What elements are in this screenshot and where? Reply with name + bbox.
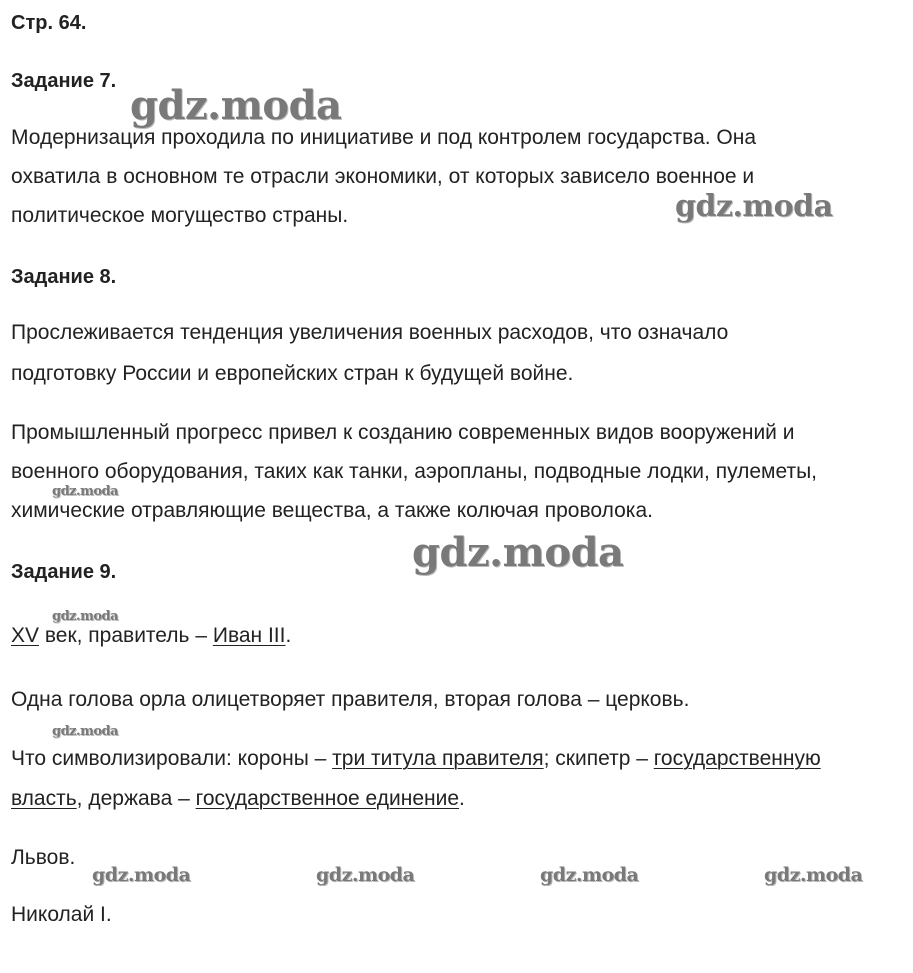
watermark-logo: gdz.moda xyxy=(412,529,624,576)
scepter-answer-part-1: государственную xyxy=(653,747,821,770)
orb-answer: государственное единение xyxy=(195,787,460,810)
watermark-logo: gdz.moda xyxy=(316,864,415,886)
symbols-line-2 xyxy=(11,787,465,811)
eagle-heads-text: Одна голова орла олицетворяет правителя, вторая голова – церковь. xyxy=(11,688,690,711)
watermark-logo: gdz.moda xyxy=(540,864,639,886)
task-8-para-2-line-2: военного оборудования, таких как танки, аэропланы, подводные лодки, пулеметы, xyxy=(11,460,818,483)
task-7-line-2: охватила в основном те отрасли экономики, от которых зависело военное и xyxy=(11,165,755,188)
watermark-logo: gdz.moda xyxy=(130,82,342,129)
nicholas-answer: Николай I. xyxy=(11,903,112,926)
orb-prefix: , держава – xyxy=(76,787,196,810)
scepter-answer-part-2: власть xyxy=(11,787,77,810)
ruler-label: век, правитель – xyxy=(39,624,213,647)
symbols-line-1 xyxy=(11,747,821,771)
task-7-heading: Задание 7. xyxy=(11,70,117,92)
task-7-line-1: Модернизация проходила по инициативе и под контролем государства. Она xyxy=(11,126,757,149)
watermark-logo: gdz.moda xyxy=(52,609,119,624)
ruler-end: . xyxy=(285,624,292,647)
crowns-answer: три титула правителя xyxy=(332,747,544,770)
task-8-para-2-line-3: химические отравляющие вещества, а также колючая проволока. xyxy=(11,499,653,522)
ruler-answer: Иван III xyxy=(212,624,286,647)
watermark-logo: gdz.moda xyxy=(52,484,119,499)
task-9-heading: Задание 9. xyxy=(11,561,117,583)
symbols-prefix: Что символизировали: короны – xyxy=(11,747,333,770)
lion-answer: Львов. xyxy=(11,846,76,869)
task-8-para-2-line-1: Промышленный прогресс привел к созданию современных видов вооружений и xyxy=(11,421,795,444)
task-8-para-1-line-1: Прослеживается тенденция увеличения военных расходов, что означало xyxy=(11,321,729,344)
task-9-ruler-line xyxy=(11,624,291,648)
task-8-heading: Задание 8. xyxy=(11,266,117,288)
task-8-para-1-line-2: подготовку России и европейских стран к будущей войне. xyxy=(11,362,574,385)
watermark-logo: gdz.moda xyxy=(675,189,833,224)
watermark-logo: gdz.moda xyxy=(52,724,119,739)
century-answer: XV xyxy=(11,624,40,647)
watermark-logo: gdz.moda xyxy=(92,864,191,886)
symbols-mid: ; скипетр – xyxy=(543,747,654,770)
watermark-logo: gdz.moda xyxy=(764,864,863,886)
orb-end: . xyxy=(459,787,465,810)
task-7-line-3: политическое могущество страны. xyxy=(11,204,349,227)
page-number: Стр. 64. xyxy=(11,12,87,34)
